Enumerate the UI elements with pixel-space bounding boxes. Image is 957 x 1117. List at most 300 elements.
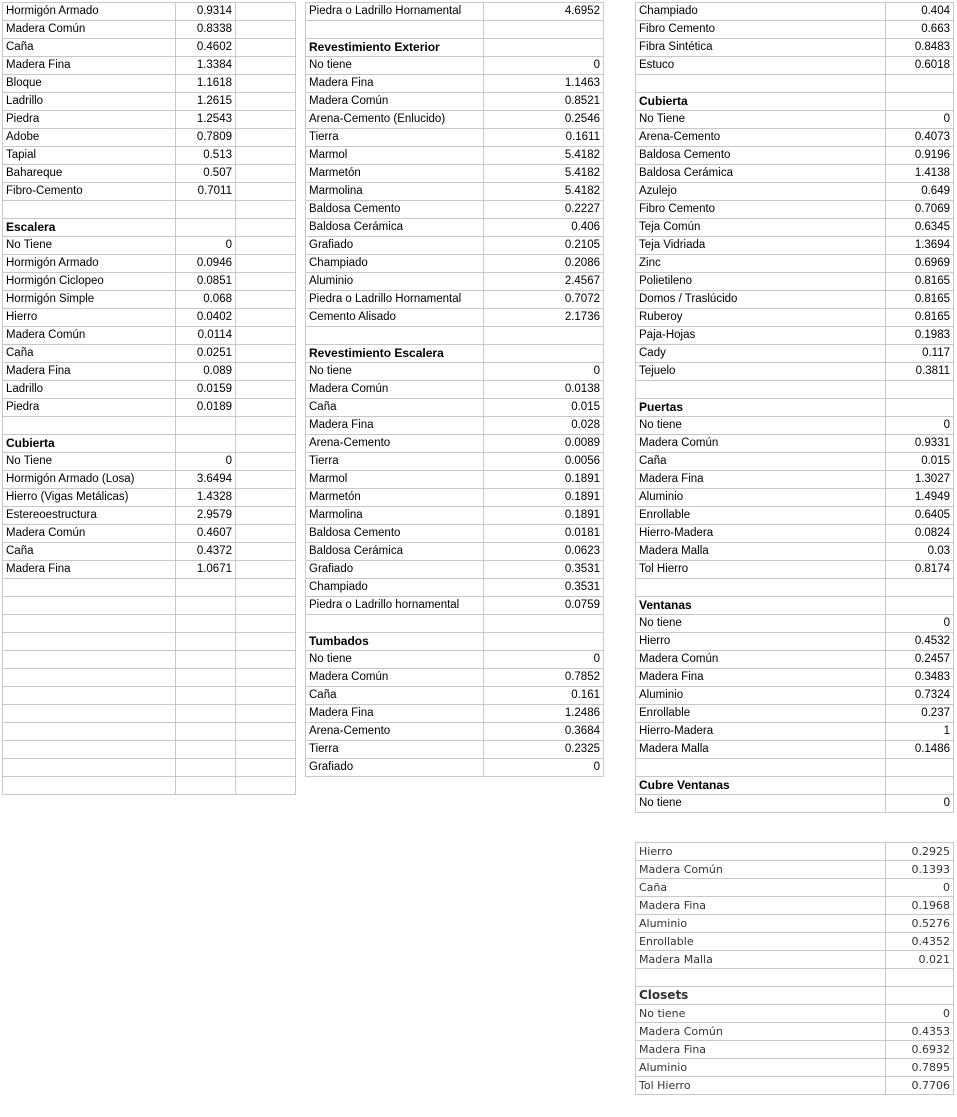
item-value: 2.1736 <box>484 309 604 327</box>
item-value: 0.3684 <box>484 723 604 741</box>
item-value: 0.0138 <box>484 381 604 399</box>
item-label: Champiado <box>636 3 886 21</box>
table-row <box>3 723 296 741</box>
item-value: 0.7809 <box>176 129 236 147</box>
item-value: 1 <box>886 723 954 741</box>
item-value: 0.161 <box>484 687 604 705</box>
item-value: 0.015 <box>484 399 604 417</box>
table-row <box>636 21 954 39</box>
empty-cell <box>236 183 296 201</box>
empty-cell <box>236 651 296 669</box>
item-value: 0.1983 <box>886 327 954 345</box>
item-value: 0 <box>484 57 604 75</box>
item-label: Madera Fina <box>636 471 886 489</box>
item-value: 0.513 <box>176 147 236 165</box>
item-value <box>886 777 954 795</box>
item-value: 0.3483 <box>886 669 954 687</box>
item-value: 1.2615 <box>176 93 236 111</box>
table-row <box>3 543 296 561</box>
empty-cell <box>236 111 296 129</box>
section-header-row <box>636 399 954 417</box>
item-value: 0.8165 <box>886 291 954 309</box>
item-label: Fibro Cemento <box>636 21 886 39</box>
table-row <box>636 273 954 291</box>
item-value <box>886 381 954 399</box>
item-label: No tiene <box>636 1005 886 1023</box>
item-label: Baldosa Cerámica <box>306 219 484 237</box>
item-label: Grafiado <box>306 237 484 255</box>
table-row <box>306 543 604 561</box>
item-label <box>3 615 176 633</box>
item-value: 0.0946 <box>176 255 236 273</box>
section-title: Cubierta <box>3 435 176 453</box>
item-label: Caña <box>3 39 176 57</box>
item-value <box>176 219 236 237</box>
item-value <box>176 633 236 651</box>
item-label <box>636 75 886 93</box>
empty-cell <box>236 543 296 561</box>
table-row <box>306 57 604 75</box>
item-value: 3.6494 <box>176 471 236 489</box>
table-row <box>3 525 296 543</box>
item-value: 0 <box>484 759 604 777</box>
item-value: 0.1968 <box>886 897 954 915</box>
item-value <box>176 201 236 219</box>
empty-cell <box>236 57 296 75</box>
table-row <box>3 201 296 219</box>
item-value: 0.117 <box>886 345 954 363</box>
item-label: Piedra <box>3 399 176 417</box>
section-title: Revestimiento Escalera <box>306 345 484 363</box>
item-label: Baldosa Cemento <box>306 201 484 219</box>
table-row <box>636 57 954 75</box>
table-row <box>306 75 604 93</box>
table-row <box>636 489 954 507</box>
table-row <box>306 687 604 705</box>
table-row <box>3 345 296 363</box>
item-value <box>484 21 604 39</box>
item-value: 0.9196 <box>886 147 954 165</box>
item-value: 0.0759 <box>484 597 604 615</box>
section-header-row <box>3 435 296 453</box>
item-label: Madera Fina <box>3 363 176 381</box>
table-row <box>3 489 296 507</box>
item-value: 0.3811 <box>886 363 954 381</box>
item-label <box>3 597 176 615</box>
table-row <box>306 507 604 525</box>
table-row <box>3 291 296 309</box>
item-label: Caña <box>636 453 886 471</box>
section-title: Revestimiento Exterior <box>306 39 484 57</box>
item-value: 0.1393 <box>886 861 954 879</box>
table-row <box>3 363 296 381</box>
table-row <box>306 327 604 345</box>
table-row <box>306 309 604 327</box>
section-header-row <box>3 219 296 237</box>
item-value <box>886 579 954 597</box>
item-label: Bahareque <box>3 165 176 183</box>
empty-cell <box>236 399 296 417</box>
item-value: 0 <box>484 651 604 669</box>
table-row <box>306 291 604 309</box>
table-row <box>636 687 954 705</box>
item-label <box>3 579 176 597</box>
table-row <box>636 165 954 183</box>
item-label: Madera Malla <box>636 951 886 969</box>
item-label: No tiene <box>636 615 886 633</box>
item-value <box>484 39 604 57</box>
item-value <box>886 597 954 615</box>
item-value <box>886 399 954 417</box>
item-label: Arena-Cemento (Enlucido) <box>306 111 484 129</box>
item-label: Caña <box>3 543 176 561</box>
empty-cell <box>236 345 296 363</box>
item-value: 0.3531 <box>484 561 604 579</box>
item-label: Ladrillo <box>3 93 176 111</box>
empty-cell <box>236 777 296 795</box>
item-value: 0.0181 <box>484 525 604 543</box>
item-value: 2.4567 <box>484 273 604 291</box>
item-label: Tol Hierro <box>636 561 886 579</box>
item-label: Piedra o Ladrillo Hornamental <box>306 291 484 309</box>
item-label: Marmetón <box>306 165 484 183</box>
item-value: 0.0851 <box>176 273 236 291</box>
item-label: Madera Común <box>3 21 176 39</box>
table-row <box>306 165 604 183</box>
item-label: No tiene <box>306 57 484 75</box>
table-row <box>3 417 296 435</box>
table-row <box>306 3 604 21</box>
item-value: 0.8521 <box>484 93 604 111</box>
item-label: Fibra Sintética <box>636 39 886 57</box>
item-value: 0.7011 <box>176 183 236 201</box>
item-value: 0.2105 <box>484 237 604 255</box>
item-value: 0.6345 <box>886 219 954 237</box>
item-value: 1.3027 <box>886 471 954 489</box>
item-value: 0 <box>886 417 954 435</box>
table-row <box>306 561 604 579</box>
table-row <box>636 795 954 813</box>
table-row <box>306 741 604 759</box>
table-row <box>3 111 296 129</box>
item-label: Ruberoy <box>636 309 886 327</box>
item-label: Teja Vidriada <box>636 237 886 255</box>
item-label: Zinc <box>636 255 886 273</box>
table-row <box>3 381 296 399</box>
item-label: Tierra <box>306 453 484 471</box>
item-value: 0.0623 <box>484 543 604 561</box>
item-value: 0.2325 <box>484 741 604 759</box>
table-row <box>306 615 604 633</box>
item-label: Tierra <box>306 129 484 147</box>
table-row <box>636 915 954 933</box>
item-label <box>306 327 484 345</box>
table-row <box>636 843 954 861</box>
item-label <box>3 705 176 723</box>
table-row <box>636 1077 954 1095</box>
table-row <box>636 453 954 471</box>
item-label: Madera Fina <box>306 705 484 723</box>
item-label: Champiado <box>306 579 484 597</box>
item-value: 0.4607 <box>176 525 236 543</box>
item-value: 0.0159 <box>176 381 236 399</box>
table-col3 <box>635 2 954 813</box>
table-row <box>636 39 954 57</box>
table-row <box>306 111 604 129</box>
item-value: 0.8165 <box>886 273 954 291</box>
table-col2 <box>305 2 604 777</box>
empty-cell <box>236 219 296 237</box>
item-label <box>3 723 176 741</box>
item-value <box>176 687 236 705</box>
item-label: Estuco <box>636 57 886 75</box>
section-header-row <box>636 987 954 1005</box>
table-row <box>306 579 604 597</box>
item-label <box>636 969 886 987</box>
item-value: 1.1618 <box>176 75 236 93</box>
table-row <box>306 759 604 777</box>
item-label: Baldosa Cemento <box>636 147 886 165</box>
item-label <box>636 381 886 399</box>
empty-cell <box>236 381 296 399</box>
table-row <box>636 363 954 381</box>
table-row <box>3 687 296 705</box>
table-row <box>3 3 296 21</box>
table-row <box>636 615 954 633</box>
item-value: 0.0056 <box>484 453 604 471</box>
item-value: 1.2486 <box>484 705 604 723</box>
empty-cell <box>236 597 296 615</box>
table-row <box>636 435 954 453</box>
item-value <box>176 777 236 795</box>
table-row <box>636 417 954 435</box>
table-row <box>306 381 604 399</box>
item-label: Madera Común <box>636 651 886 669</box>
item-value <box>176 723 236 741</box>
item-label: Hormigón Ciclopeo <box>3 273 176 291</box>
item-value: 0.028 <box>484 417 604 435</box>
item-label: Estereoestructura <box>3 507 176 525</box>
item-label: Tierra <box>306 741 484 759</box>
item-label: Madera Fina <box>3 57 176 75</box>
table-row <box>3 237 296 255</box>
table-row <box>3 633 296 651</box>
table-row <box>3 75 296 93</box>
empty-cell <box>236 615 296 633</box>
item-label: Cady <box>636 345 886 363</box>
item-value: 0.2227 <box>484 201 604 219</box>
item-value: 0.03 <box>886 543 954 561</box>
item-label: Grafiado <box>306 759 484 777</box>
table-col4 <box>635 842 954 1095</box>
item-value: 0.4353 <box>886 1023 954 1041</box>
empty-cell <box>236 255 296 273</box>
table-row <box>636 741 954 759</box>
item-value <box>484 345 604 363</box>
item-label <box>306 21 484 39</box>
item-value: 0 <box>176 237 236 255</box>
item-value: 0.2457 <box>886 651 954 669</box>
item-label: No Tiene <box>3 453 176 471</box>
table-row <box>636 201 954 219</box>
table-row <box>3 705 296 723</box>
item-label: Grafiado <box>306 561 484 579</box>
item-value: 0.1611 <box>484 129 604 147</box>
item-value: 0.0114 <box>176 327 236 345</box>
table-row <box>636 543 954 561</box>
item-value: 0.6018 <box>886 57 954 75</box>
item-label: Madera Común <box>3 327 176 345</box>
empty-cell <box>236 3 296 21</box>
item-value <box>886 75 954 93</box>
table-row <box>3 273 296 291</box>
table-row <box>306 525 604 543</box>
item-label <box>306 615 484 633</box>
table-row <box>3 759 296 777</box>
item-label: Aluminio <box>636 687 886 705</box>
empty-cell <box>236 633 296 651</box>
item-value <box>176 417 236 435</box>
table-row <box>306 129 604 147</box>
item-label: Tol Hierro <box>636 1077 886 1095</box>
item-label: Piedra o Ladrillo Hornamental <box>306 3 484 21</box>
item-label: Piedra <box>3 111 176 129</box>
item-value: 0.015 <box>886 453 954 471</box>
table-row <box>306 399 604 417</box>
empty-cell <box>236 129 296 147</box>
table-row <box>306 471 604 489</box>
item-label: Arena-Cemento <box>306 435 484 453</box>
empty-cell <box>236 165 296 183</box>
table-row <box>3 255 296 273</box>
item-value: 0.0402 <box>176 309 236 327</box>
table-row <box>306 435 604 453</box>
section-title: Ventanas <box>636 597 886 615</box>
item-label: Domos / Traslúcido <box>636 291 886 309</box>
item-label: Arena-Cemento <box>636 129 886 147</box>
item-value: 5.4182 <box>484 147 604 165</box>
item-label: Hormigón Simple <box>3 291 176 309</box>
item-value: 0.4532 <box>886 633 954 651</box>
item-label: Teja Común <box>636 219 886 237</box>
item-value: 0.7895 <box>886 1059 954 1077</box>
item-label: Tejuelo <box>636 363 886 381</box>
table-row <box>3 651 296 669</box>
item-label: Caña <box>636 879 886 897</box>
item-value: 0.9314 <box>176 3 236 21</box>
table-row <box>636 759 954 777</box>
item-label: Madera Común <box>636 435 886 453</box>
table-row <box>636 345 954 363</box>
empty-cell <box>236 93 296 111</box>
item-label: Madera Común <box>3 525 176 543</box>
item-value: 1.4949 <box>886 489 954 507</box>
item-value: 0.2925 <box>886 843 954 861</box>
table-row <box>3 471 296 489</box>
item-value: 0.6969 <box>886 255 954 273</box>
table-row <box>636 897 954 915</box>
item-label: Marmol <box>306 471 484 489</box>
item-label: Baldosa Cerámica <box>636 165 886 183</box>
empty-cell <box>236 561 296 579</box>
item-label: Hormigón Armado <box>3 3 176 21</box>
item-value: 0.507 <box>176 165 236 183</box>
section-header-row <box>306 633 604 651</box>
item-label: Madera Malla <box>636 543 886 561</box>
table-row <box>636 723 954 741</box>
section-title: Tumbados <box>306 633 484 651</box>
item-value: 1.1463 <box>484 75 604 93</box>
table-row <box>3 453 296 471</box>
item-value: 0.1891 <box>484 471 604 489</box>
item-value <box>886 969 954 987</box>
table-row <box>3 129 296 147</box>
empty-cell <box>236 309 296 327</box>
item-value: 0.8165 <box>886 309 954 327</box>
item-value <box>484 615 604 633</box>
item-value: 0 <box>176 453 236 471</box>
item-label: Marmolina <box>306 507 484 525</box>
table-row <box>636 111 954 129</box>
table-row <box>306 705 604 723</box>
item-label: Hierro-Madera <box>636 723 886 741</box>
item-label: Madera Fina <box>636 669 886 687</box>
table-row <box>306 363 604 381</box>
item-label: Madera Fina <box>306 75 484 93</box>
item-label: Madera Fina <box>636 897 886 915</box>
section-header-row <box>636 597 954 615</box>
table-row <box>636 1059 954 1077</box>
item-value: 0.8483 <box>886 39 954 57</box>
table-row <box>3 579 296 597</box>
item-label <box>3 687 176 705</box>
table-row <box>636 669 954 687</box>
item-label <box>3 741 176 759</box>
item-value: 2.9579 <box>176 507 236 525</box>
table-row <box>3 777 296 795</box>
item-value: 0.406 <box>484 219 604 237</box>
table-row <box>3 93 296 111</box>
empty-cell <box>236 435 296 453</box>
empty-cell <box>236 579 296 597</box>
item-value <box>176 669 236 687</box>
item-value: 0.1486 <box>886 741 954 759</box>
empty-cell <box>236 741 296 759</box>
section-title: Cubre Ventanas <box>636 777 886 795</box>
item-value: 1.4328 <box>176 489 236 507</box>
table-row <box>306 219 604 237</box>
item-label: Caña <box>306 399 484 417</box>
section-header-row <box>306 345 604 363</box>
item-label: Caña <box>3 345 176 363</box>
item-value: 0.1891 <box>484 489 604 507</box>
table-row <box>636 861 954 879</box>
table-row <box>636 381 954 399</box>
item-label: Madera Común <box>306 669 484 687</box>
table-row <box>636 1041 954 1059</box>
item-label: Hierro <box>636 843 886 861</box>
table-row <box>3 165 296 183</box>
item-value: 0.5276 <box>886 915 954 933</box>
table-row <box>636 1005 954 1023</box>
item-label: Madera Fina <box>306 417 484 435</box>
table-row <box>636 879 954 897</box>
item-value <box>484 327 604 345</box>
empty-cell <box>236 237 296 255</box>
table-row <box>306 93 604 111</box>
item-value: 0.649 <box>886 183 954 201</box>
item-value <box>176 615 236 633</box>
